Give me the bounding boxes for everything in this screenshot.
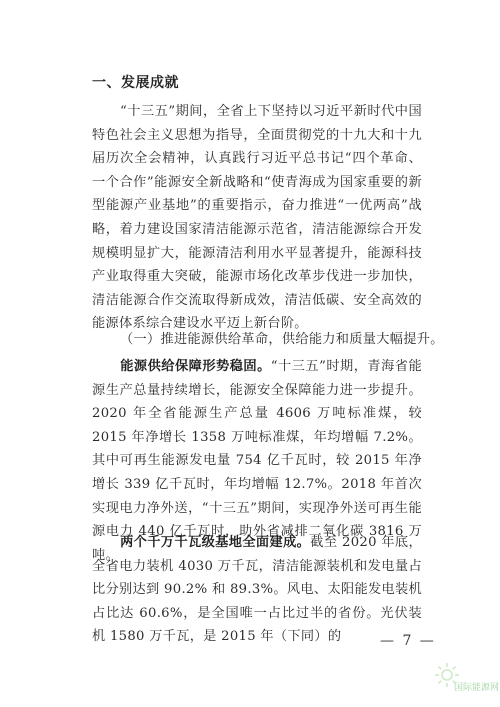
section-heading: 一、发展成就 — [92, 75, 179, 91]
paragraph-power-bases-text: 截至 2020 年底，全省电力装机 4030 万千瓦，清洁能源装机和发电量占比分别达到 90.2% 和 89.3%。风电、太阳能发电装机占比达 60.6%，是全国唯一占比过半的省份。光伏装机 1580 万千瓦，是 2015 年（下同）的 — [92, 535, 422, 645]
subsection-heading: （一）推进能源供给革命，供给能力和质量大幅提升。 — [120, 332, 444, 347]
watermark-text: 国际能源网 — [454, 683, 500, 693]
paragraph-power-bases — [92, 531, 422, 649]
paragraph-energy-supply-text: “十三五”时期，青海省能源生产总量持续增长，能源安全保障能力进一步提升。2020 年全省能源生产总量 4606 万吨标准煤，较 2015 年净增长 1358 万吨标准煤，年均增幅 7.2%。其中可再生能源发电量 754 亿千瓦时，较 2015 年净增长 339 亿千瓦时，年均增幅 12.7%。2018 年首次实现电力净外送，“十三五”期间，实现净外送可再生能源电力 440 亿千瓦时，助外省减排二氧化碳 3816 万吨。 — [92, 359, 422, 563]
paragraph-power-bases-lead: 两个千万千瓦级基地全面建成。 — [120, 535, 311, 550]
paragraph-overview — [92, 100, 422, 336]
paragraph-overview-text: “十三五”期间，全省上下坚持以习近平新时代中国特色社会主义思想为指导，全面贯彻党的十九大和十九届历次全会精神，认真践行习近平总书记“四个革命、一个合作”能源安全新战略和“使青海成为国家重要的新型能源产业基地”的重要指示，奋力推进“一优两高”战略，着力建设国家清洁能源示范省，清洁能源综合开发规模明显扩大，能源清洁利用水平显著提升，能源科技产业取得重大突破，能源市场化改革步伐进一步加快，清洁能源合作交流取得新成效，清洁低碳、安全高效的能源体系综合建设水平迈上新台阶。 — [92, 104, 422, 332]
watermark — [430, 662, 500, 700]
paragraph-energy-supply-lead: 能源供给保障形势稳固。 — [120, 359, 271, 374]
page-number: — 7 — — [380, 633, 436, 649]
